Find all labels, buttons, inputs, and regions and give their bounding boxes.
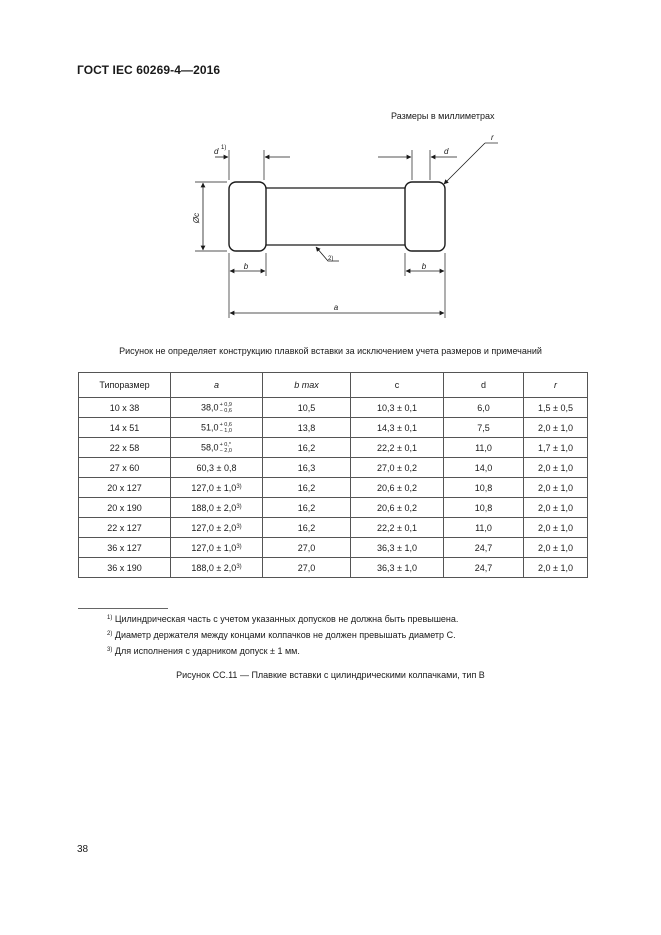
dim-a-label: a	[333, 303, 339, 312]
footnote-mark: 3)	[107, 647, 113, 653]
tolerance-lower: − 2,0	[219, 447, 232, 454]
dim-d-footnote-mark: 1)	[221, 145, 227, 151]
cell-size: 36 x 127	[79, 538, 171, 558]
cell-a	[171, 558, 263, 578]
table-row	[79, 418, 588, 438]
footnote-2	[107, 630, 456, 640]
cell-a-value: 51,0	[201, 421, 219, 432]
footnote-text: Диаметр держателя между концами колпачков не должен превышать диаметр С.	[114, 630, 456, 640]
table-row	[79, 498, 588, 518]
cell-r: 2,0 ± 1,0	[524, 518, 588, 538]
cell-b-max: 27,0	[263, 558, 351, 578]
cell-r: 2,0 ± 1,0	[524, 498, 588, 518]
header-b-max: b max	[263, 373, 351, 398]
cell-r: 2,0 ± 1,0	[524, 418, 588, 438]
dim-r-label: r	[491, 133, 494, 142]
cell-size: 36 x 190	[79, 558, 171, 578]
figure-note: Рисунок не определяет конструкцию плавкой вставки за исключением учета размеров и примечаний	[119, 346, 542, 356]
cell-d: 24,7	[444, 558, 524, 578]
cell-size: 22 x 127	[79, 518, 171, 538]
cell-r: 1,5 ± 0,5	[524, 398, 588, 418]
table-row	[79, 518, 588, 538]
cell-a-value: 58,0	[201, 441, 219, 452]
cell-b-max: 13,8	[263, 418, 351, 438]
cell-a-footnote-mark: 3)	[236, 483, 242, 490]
left-end-cap	[229, 182, 266, 251]
fuse-drawing	[0, 0, 661, 340]
cell-a-value: 38,0	[201, 401, 219, 412]
cell-b-max: 16,3	[263, 458, 351, 478]
cell-c: 36,3 ± 1,0	[351, 538, 444, 558]
table-row	[79, 438, 588, 458]
cell-d: 14,0	[444, 458, 524, 478]
units-note: Размеры в миллиметрах	[391, 111, 495, 121]
cell-d: 10,8	[444, 498, 524, 518]
cell-b-max: 16,2	[263, 478, 351, 498]
page-number: 38	[77, 844, 89, 855]
note2-mark: 2)	[328, 256, 334, 262]
dimensions-table	[78, 372, 588, 578]
cell-a-value: 60,3 ± 0,8	[196, 462, 237, 473]
header-r: r	[524, 373, 588, 398]
tolerance-upper: + 0,*	[219, 441, 232, 448]
footnote-mark: 1)	[107, 615, 113, 621]
cell-a	[171, 538, 263, 558]
cell-r: 2,0 ± 1,0	[524, 458, 588, 478]
cell-size: 20 x 190	[79, 498, 171, 518]
cell-d: 11,0	[444, 438, 524, 458]
figure-caption: Рисунок СС.11 — Плавкие вставки с цилиндрическими колпачками, тип В	[176, 670, 485, 680]
tolerance-upper: + 0,9	[219, 401, 232, 408]
cell-b-max: 16,2	[263, 518, 351, 538]
cell-d: 10,8	[444, 478, 524, 498]
cell-d: 7,5	[444, 418, 524, 438]
cell-c: 10,3 ± 0,1	[351, 398, 444, 418]
cell-a-value: 127,0 ± 1,0	[191, 542, 237, 553]
cell-a	[171, 418, 263, 438]
cell-a-footnote-mark: 3)	[236, 563, 242, 570]
cell-a-tolerance	[220, 422, 232, 434]
table-row	[79, 458, 588, 478]
cell-size: 14 x 51	[79, 418, 171, 438]
cell-a	[171, 398, 263, 418]
cell-a	[171, 438, 263, 458]
right-end-cap	[405, 182, 445, 251]
cell-c: 20,6 ± 0,2	[351, 498, 444, 518]
header-d: d	[444, 373, 524, 398]
cell-d: 24,7	[444, 538, 524, 558]
table-header-row	[79, 373, 588, 398]
cell-c: 22,2 ± 0,1	[351, 438, 444, 458]
cell-r: 1,7 ± 1,0	[524, 438, 588, 458]
header-a: a	[171, 373, 263, 398]
cell-a-value: 127,0 ± 2,0	[191, 522, 237, 533]
cell-r: 2,0 ± 1,0	[524, 558, 588, 578]
cell-c: 22,2 ± 0,1	[351, 518, 444, 538]
header-size: Типоразмер	[79, 373, 171, 398]
table-row	[79, 398, 588, 418]
cell-a	[171, 498, 263, 518]
cell-a	[171, 458, 263, 478]
footnote-text: Цилиндрическая часть с учетом указанных допусков не должна быть превышена.	[114, 614, 459, 624]
cell-b-max: 16,2	[263, 498, 351, 518]
dim-b-left-label: b	[243, 262, 249, 271]
cell-a-footnote-mark: 3)	[236, 503, 242, 510]
table-row	[79, 478, 588, 498]
fuse-barrel	[266, 188, 405, 245]
dim-b-right-label: b	[421, 262, 427, 271]
cell-a-value: 188,0 ± 2,0	[191, 502, 237, 513]
cell-a-value: 188,0 ± 2,0	[191, 562, 237, 573]
cell-size: 22 x 58	[79, 438, 171, 458]
cell-b-max: 16,2	[263, 438, 351, 458]
footnote-mark: 2)	[107, 631, 113, 637]
cell-d: 6,0	[444, 398, 524, 418]
cell-b-max: 10,5	[263, 398, 351, 418]
cell-a-footnote-mark: 3)	[236, 523, 242, 530]
document-header: ГОСТ IEC 60269-4—2016	[77, 63, 221, 77]
tolerance-upper: + 0,6	[219, 421, 232, 428]
cell-size: 27 x 60	[79, 458, 171, 478]
dim-c-label: Øc	[192, 212, 201, 224]
table-row	[79, 538, 588, 558]
cell-a-tolerance	[220, 402, 232, 414]
dim-d-left-label: d	[214, 147, 219, 156]
cell-a-value: 127,0 ± 1,0	[191, 482, 237, 493]
cell-c: 14,3 ± 0,1	[351, 418, 444, 438]
cell-a-footnote-mark: 3)	[236, 543, 242, 550]
cell-b-max: 27,0	[263, 538, 351, 558]
header-c: c	[351, 373, 444, 398]
footnote-1	[107, 614, 458, 624]
footnote-3	[107, 646, 300, 656]
cell-size: 20 x 127	[79, 478, 171, 498]
cell-a	[171, 518, 263, 538]
cell-r: 2,0 ± 1,0	[524, 538, 588, 558]
cell-c: 27,0 ± 0,2	[351, 458, 444, 478]
cell-r: 2,0 ± 1,0	[524, 478, 588, 498]
tolerance-lower: − 1,0	[219, 427, 232, 434]
cell-a	[171, 478, 263, 498]
cell-d: 11,0	[444, 518, 524, 538]
footnote-rule	[78, 608, 168, 609]
footnote-text: Для исполнения с ударником допуск ± 1 мм.	[114, 646, 300, 656]
cell-c: 36,3 ± 1,0	[351, 558, 444, 578]
cell-a-tolerance	[220, 442, 232, 454]
cell-size: 10 x 38	[79, 398, 171, 418]
table-row	[79, 558, 588, 578]
cell-c: 20,6 ± 0,2	[351, 478, 444, 498]
tolerance-lower: − 0,6	[219, 407, 232, 414]
dim-d-right-label: d	[444, 147, 449, 156]
